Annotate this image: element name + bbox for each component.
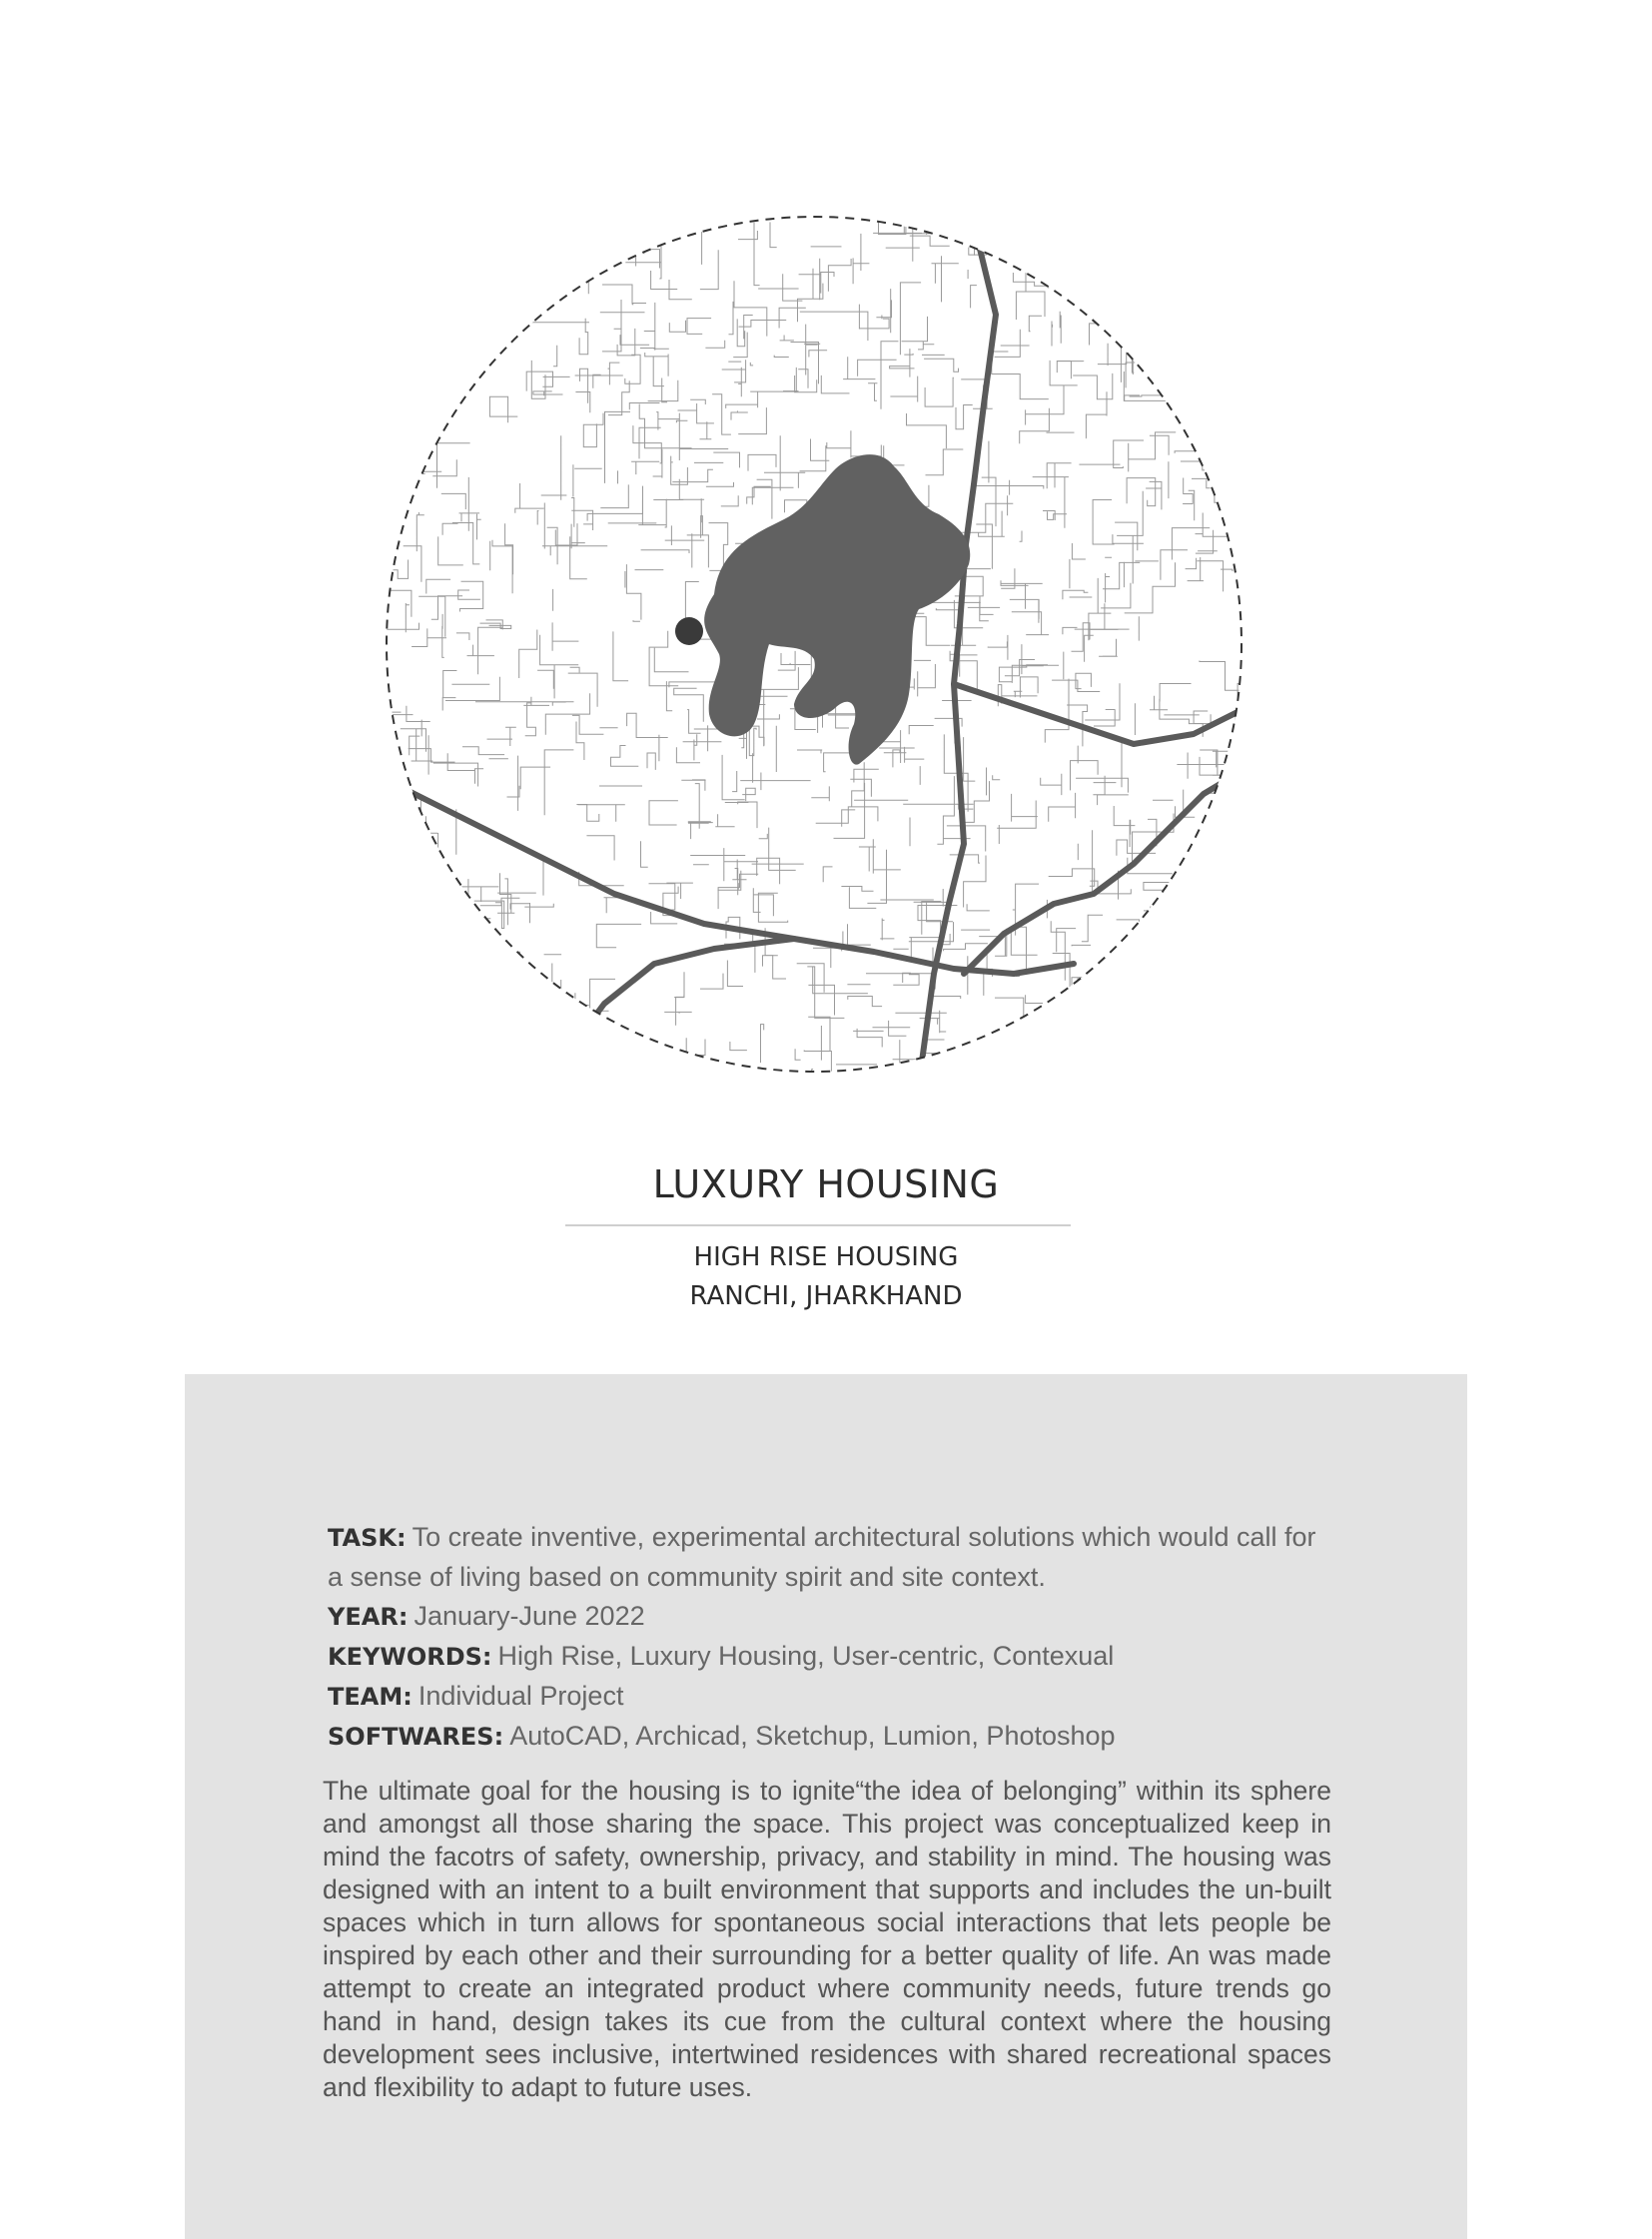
project-description: The ultimate goal for the housing is to ignite“the idea of belonging” within its sphere and amongst all those sharing the space. This project was conceptualized keep in mind the facotrs of safety, ownership, privacy, and stability in mind. The housing was designed with an intent to a built environment that supports and includes the un-built spaces which in turn allows for spontaneous social interactions that lets people be inspired by each other and their surrounding for a better quality of life. An was made attempt to create an integrated product where community needs, future trends go hand in hand, design takes its cue from the cultural context where the housing development sees inclusive, intertwined residences with shared recreational spaces and flexibility to adapt to future uses. [323,1776,1331,2102]
site-map [375,205,1253,1084]
main-road-north-south [919,245,996,1084]
softwares-label: SOFTWARES: [328,1723,504,1751]
road-east [954,684,1253,744]
team-row [328,1677,1336,1717]
street-network [375,205,1253,1084]
keywords-value: High Rise, Luxury Housing, User-centric, Contexual [497,1641,1115,1671]
task-value: To create inventive, experimental architectural solutions which would call for [412,1522,1316,1552]
year-label: YEAR: [328,1603,409,1631]
team-label: TEAM: [328,1683,413,1711]
title-divider [565,1224,1071,1226]
lake-shape [704,454,970,765]
project-location: RANCHI, JHARKHAND [689,1281,963,1311]
softwares-value: AutoCAD, Archicad, Sketchup, Lumion, Photoshop [509,1721,1116,1751]
keywords-row [328,1637,1336,1677]
softwares-row [328,1717,1336,1757]
task-row-continued [328,1558,1336,1597]
site-marker [675,617,703,645]
task-label: TASK: [328,1524,407,1552]
project-type: HIGH RISE HOUSING [693,1242,959,1272]
road-southeast [964,764,1253,974]
project-title: LUXURY HOUSING [652,1162,1000,1206]
site-map-icon [375,205,1253,1084]
year-row [328,1597,1336,1637]
task-value-continued: a sense of living based on community spirit and site context. [328,1562,1046,1592]
road-southwest [544,939,794,1084]
task-row [328,1518,1336,1558]
team-value: Individual Project [417,1681,624,1711]
keywords-label: KEYWORDS: [328,1643,492,1671]
project-details [328,1518,1336,1757]
year-value: January-June 2022 [413,1601,645,1631]
